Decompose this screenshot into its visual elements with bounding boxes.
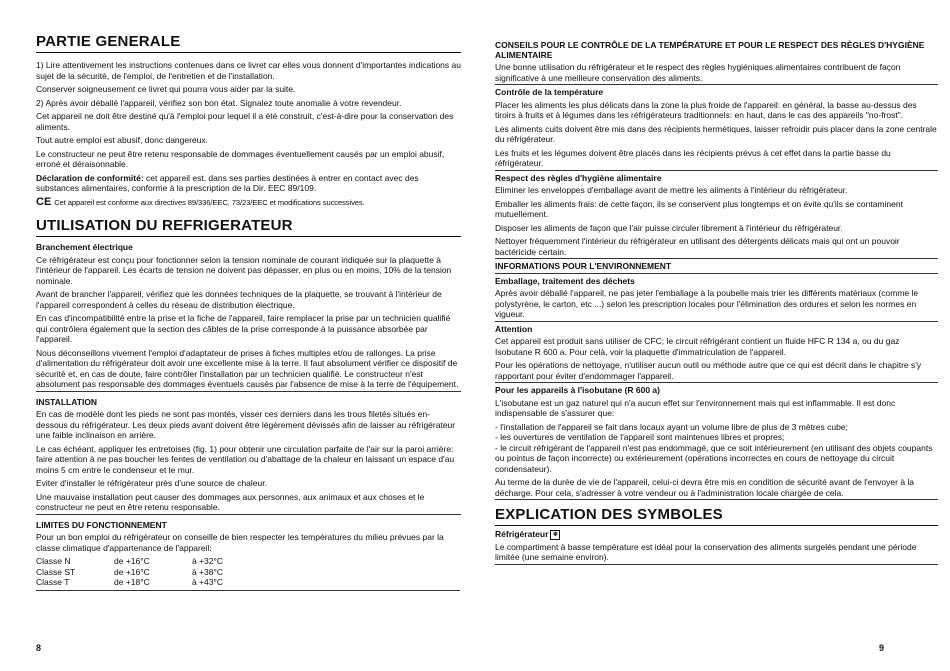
table-cell: Classe N [36,556,71,566]
paragraph: Les fruits et les légumes doivent être placés dans les récipients prévus à cet effet dans la partie basse du réfrigérateur. [495,148,938,171]
subheading-controle: Contrôle de la température [495,87,604,97]
table-row [36,567,223,578]
climate-class-table [36,556,223,588]
paragraph: Après avoir déballé l'appareil, ne pas jeter l'emballage à la poubelle mais trier les différents matériaux (comme le polystyrène, le carton, etc ...) selon les prescription locales pour l'élimination des ordures et selon les normes en vigueur. [495,288,938,322]
paragraph: Eviter d'installer le réfrigérateur près d'une source de chaleur. [36,478,267,488]
subheading-refrigerateur [495,529,938,540]
paragraph: Les aliments cuits doivent être mis dans des récipients hermétiques, laisser refroidir puis placer dans la zone centrale du réfrigérateur. [495,123,937,144]
table-cell: à +38°C [192,566,224,577]
paragraph: Nettoyer fréquemment l'intérieur du réfrigérateur en utilisant des détergents délicats mais qui ont un pouvoir bactéricide certain. [495,236,938,259]
subheading-isobutane: Pour les appareils à l'isobutane (R 600 a) [495,385,660,395]
ce-mark-icon: CE [36,195,52,208]
list-item: - le circuit réfrigérant de l'appareil n'est pas endommagé, que ce soit intérieurement (en utilisant des objets coupants ou pointus de façon incorrecte) ou extérieurement (opérations incorrectes en cours de nettoyage du circuit condensateur). [495,442,933,474]
paragraph: Une mauvaise installation peut causer des dommages aux personnes, aux animaux et aux choses et le constructeur ne peut en être retenu responsable. [36,492,461,515]
paragraph: Le compartiment à basse température est idéal pour la conservation des aliments surgelés pendant une période limitée (une semaine environ). [495,542,938,565]
paragraph: Ce réfrigérateur est conçu pour fonctionner selon la tension nominale de courant indiquée sur la plaquette à l'intérieur de l'appareil. Les écarts de tension ne doivent pas dépasser, en plus ou en moins, 10% de la tension nominale. [36,254,452,286]
table-cell: de +16°C [114,566,150,577]
table-row [36,556,223,567]
table-cell: à +43°C [192,577,224,587]
table-row [36,577,223,588]
table-cell: à +32°C [192,556,224,566]
divider [36,589,460,591]
ce-text: Cet appareil est conforme aux directives 89/336/EEC, 73/23/EEC et modifications successives. [54,197,365,207]
paragraph: Placer les aliments les plus délicats dans la zone la plus froide de l'appareil: en général, la basse au-dessus des tiroirs à fruits et à légumes dans les réfrigérateurs traditionnels: en haut, dans le cas des appareils "no-frost". [495,99,917,120]
subheading-emballage: Emballage, traitement des déchets [495,275,635,286]
paragraph: Cet appareil ne doit être destiné qu'à l'emploi pour lequel il a été construit, c'est-à-dire pour la conservation des aliments. [36,111,454,132]
paragraph: 1) Lire attentivement les instructions contenues dans ce livret car elles vous donnent d'importantes indications au sujet de la sécurité, de l'emploi, de l'entretien et de l'installation. [36,60,461,81]
subheading-branchement: Branchement électrique [36,242,133,252]
page-number: 9 [878,643,884,653]
paragraph: Avant de brancher l'appareil, vérifiez que les données techniques de la plaquette, se trouvant à l'intérieur de l'appareil correspondent à celles du réseau de distribution électrique. [36,289,442,310]
section-title-utilisation: UTILISATION DU REFRIGERATEUR [36,217,461,237]
paragraph: Conserver soigneusement ce livret qui pourra vous aider par la suite. [36,84,296,94]
page-number: 8 [36,643,42,653]
paragraph: Cet appareil est produit sans utiliser de CFC; le circuit réfrigérant contient un fluide HFC R 134 a, ou du gaz Isobutane R 600 a. Pour celà, voir la plaquette d'immatriculation de l'appareil. [495,336,900,357]
paragraph: Tout autre emploi est abusif, donc dangereux. [36,135,208,145]
paragraph: Pour un bon emploi du réfrigérateur on conseille de bien respecter les températures du milieu prévues par la classe climatique d'appartenance de l'appareil: [36,532,444,553]
table-cell: Classe ST [36,566,76,577]
subheading-installation: INSTALLATION [36,396,98,407]
right-page [475,0,950,671]
table-cell: de +18°C [114,577,150,587]
paragraph: En cas de modèle dont les pieds ne sont pas montés, visser ces derniers dans les trous filetés situés en-dessous du réfrigérateur. Les deux pieds avant doivent être légèrement dévissés afin de laisser au réfrigérateur une faible inclinaison en arrière. [36,409,456,440]
subheading-respect: Respect des règles d'hygiène alimentaire [495,172,662,183]
paragraph: 2) Après avoir déballé l'appareil, vérifiez son bon état. Signalez toute anomalie à votre revendeur. [36,97,402,108]
declaration-paragraph [36,173,461,194]
snowflake-icon: ❄ [550,530,560,540]
paragraph: Emballer les aliments frais: de cette façon, ils se conservent plus longtemps et on évite qu'ils se contaminent mutuellement. [495,198,903,219]
paragraph: Eliminer les enveloppes d'emballage avant de mettre les aliments à l'intérieur du réfrigérateur. [495,185,848,195]
subheading-limites: LIMITES DU FONCTIONNEMENT [36,519,167,530]
list-item: - l'installation de l'appareil se fait dans locaux ayant un volume libre de plus de 3 mètres cube; [495,421,848,432]
declaration-text: cet appareil est, dans ses parties destinées à entrer en contact avec des substances alimentaires, conforme à la prescription de la Dir. EEC 89/109. [36,172,419,193]
paragraph: Au terme de la durée de vie de l'appareil, celui-ci devra être mis en condition de sécurité avant de l'envoyer à la décharge. Pour cela, s'adresser à votre vendeur ou à l'administration locale chargée de cela. [495,477,938,500]
table-cell: de +16°C [114,556,150,566]
paragraph: Pour les opérations de nettoyage, n'utiliser aucun outil ou méthode autre que ce qui est décrit dans le chapitre s'y rapportant pour éviter d'endommager l'appareil. [495,360,938,383]
section-title-symboles: EXPLICATION DES SYMBOLES [495,506,938,526]
paragraph: Le cas échéant, appliquer les entretoises (fig. 1) pour obtenir une circulation parfaite de l'air sur la paroi arrière: faire attention à ne pas boucher les fentes de ventilation ou d'abattage de la chaleur en laissant un espace d'au moins 5 cm entre le condenseur et le mur. [36,443,455,475]
paragraph: Le constructeur ne peut être retenu responsable de dommages éventuellement causés par un emploi abusif, erroné et déraisonnable. [36,148,445,169]
table-cell: Classe T [36,577,70,587]
section-title-partie-generale: PARTIE GENERALE [36,33,461,53]
ce-paragraph [36,197,461,209]
paragraph: L'isobutane est un gaz naturel qui n'a aucun effet sur l'environnement mais qui est inflammable. Il est donc indispensable de s'assurer que: [495,397,896,418]
section-title-conseils: CONSEILS POUR LE CONTRÔLE DE LA TEMPÉRATURE ET POUR LE RESPECT DES RÈGLES D'HYGIÈNE ALIMENTAIRE [495,40,925,60]
subheading-environnement: INFORMATIONS POUR L'ENVIRONNEMENT [495,261,938,274]
paragraph: Disposer les aliments de façon que l'air puisse circuler librement à l'intérieur du réfrigérateur. [495,222,843,233]
declaration-label: Déclaration de conformité: [36,172,144,183]
paragraph: En cas d'incompatibilité entre la prise et la fiche de l'appareil, faire remplacer la prise par un technicien qualifié qui contrôlera également que la section des câbles de la prise corresponde à la puissance absorbée par l'appareil. [36,313,451,344]
subheading-attention: Attention [495,323,533,334]
refrigerateur-label: Réfrigérateur [495,529,549,539]
list-item: - les ouvertures de ventilation de l'appareil sont maintenues libres et propres; [495,432,785,442]
paragraph: Une bonne utilisation du réfrigérateur et le respect des règles hygiéniques alimentaires contribuent de façon significative à une meilleure conservation des aliments. [495,62,938,85]
paragraph: Nous déconseillons vivement l'emploi d'adaptateur de prises à fiches multiples et/ou de rallonges. La prise d'alimentation du réfrigérateur doit avoir une excellente mise à la terre. Il faut absolument vérifier ce dispositif de sécurité et, en cas de doute, faire contrôler l'installation par un technicien qualifié. Le constructeur n'est absolument pas responsable des dommages éventuels causés par l'absence de mise à la terre de l'équipement. [36,348,461,392]
